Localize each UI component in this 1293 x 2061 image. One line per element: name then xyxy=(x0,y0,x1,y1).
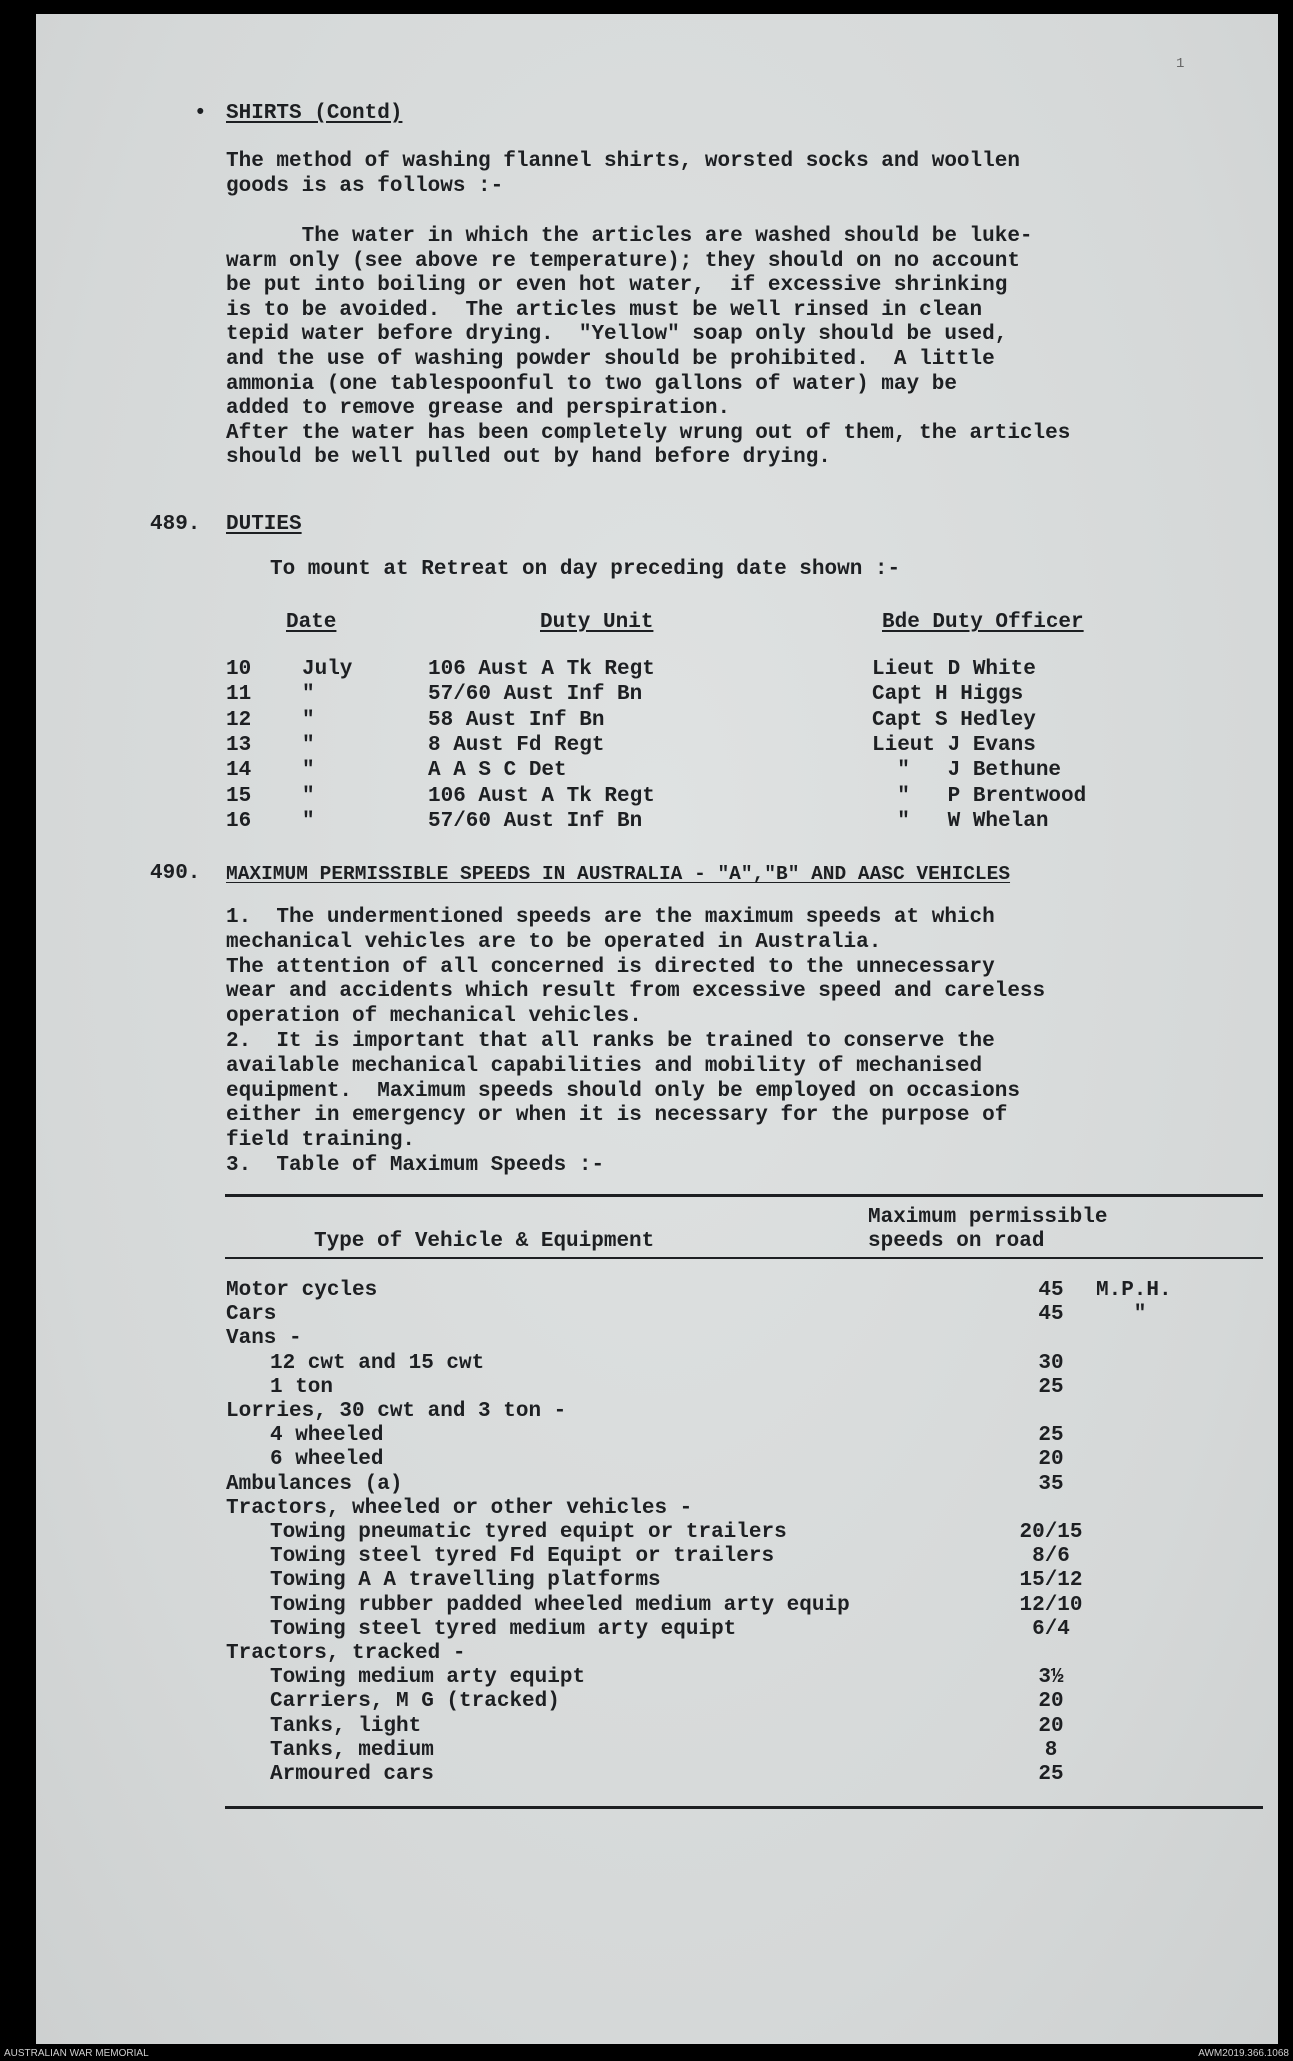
duties-intro: To mount at Retreat on day preceding date shown :- xyxy=(270,558,901,581)
duty-unit: 57/60 Aust Inf Bn xyxy=(428,809,643,833)
speed-row-value: 20 xyxy=(1038,1690,1064,1714)
speed-row-label: Tractors, tracked - xyxy=(226,1642,466,1665)
shirts-body-line: be put into boiling or even hot water, if excessive shrinking xyxy=(226,274,1008,298)
shirts-body-line: tepid water before drying. "Yellow" soap only should be used, xyxy=(226,323,1008,347)
speeds-para-line: 1. The undermentioned speeds are the maximum speeds at which xyxy=(226,906,995,929)
duty-unit: 106 Aust A Tk Regt xyxy=(428,784,655,808)
speeds-para-line: The attention of all concerned is directed to the unnecessary xyxy=(226,955,995,979)
footer-reference: AWM2019.366.1068 xyxy=(1198,2048,1289,2059)
shirts-body-line: ammonia (one tablespoonful to two gallons of water) may be xyxy=(226,372,957,396)
document-page xyxy=(36,14,1278,2044)
duty-unit: 8 Aust Fd Regt xyxy=(428,733,605,757)
speed-row-label: 6 wheeled xyxy=(270,1448,384,1472)
speed-row-value: 30 xyxy=(1038,1351,1064,1375)
speed-row-label: Armoured cars xyxy=(270,1763,434,1786)
speed-row-value: 35 xyxy=(1038,1472,1064,1496)
duty-month: " xyxy=(302,809,315,833)
speeds-para-line: available mechanical capabilities and mobility of mechanised xyxy=(226,1054,983,1078)
speeds-col-speed-1: Maximum permissible xyxy=(868,1206,1108,1229)
duty-day: 13 xyxy=(226,733,252,757)
speed-row-value: 20 xyxy=(1038,1714,1064,1738)
duty-month: " xyxy=(302,733,315,757)
duty-day: 12 xyxy=(226,708,252,732)
speed-row-label: Towing steel tyred medium arty equipt xyxy=(270,1617,737,1641)
table-header-rule xyxy=(225,1257,1263,1259)
shirts-body-line: added to remove grease and perspiration. xyxy=(226,397,731,421)
speeds-para-line: wear and accidents which result from excessive speed and careless xyxy=(226,980,1046,1004)
duty-day: 11 xyxy=(226,683,252,707)
shirts-body-line: warm only (see above re temperature); they should on no account xyxy=(226,249,1020,273)
speeds-number: 490. xyxy=(150,862,201,885)
duty-month: " xyxy=(302,784,315,808)
speeds-para-line: either in emergency or when it is necessary for the purpose of xyxy=(226,1104,1008,1128)
duty-officer: Lieut J Evans xyxy=(872,733,1036,757)
speeds-col-type: Type of Vehicle & Equipment xyxy=(314,1230,655,1253)
duty-unit: A A S C Det xyxy=(428,759,567,783)
duty-unit: 58 Aust Inf Bn xyxy=(428,708,605,732)
shirts-heading: SHIRTS (Contd) xyxy=(226,102,403,125)
footer-institution: AUSTRALIAN WAR MEMORIAL xyxy=(4,2048,149,2059)
speed-row-value: 6/4 xyxy=(1032,1617,1070,1641)
speed-row-value: 20 xyxy=(1038,1448,1064,1472)
speed-row-value: 8 xyxy=(1044,1738,1058,1762)
shirts-body-line: is to be avoided. The articles must be well rinsed in clean xyxy=(226,298,983,322)
table-top-rule xyxy=(225,1194,1263,1197)
shirts-body-line: The water in which the articles are washed should be luke- xyxy=(226,225,1033,248)
duty-month: " xyxy=(302,683,315,707)
speed-row-label: Tractors, wheeled or other vehicles - xyxy=(226,1496,693,1520)
speeds-para-line: mechanical vehicles are to be operated in Australia. xyxy=(226,930,882,954)
speed-row-label: Cars xyxy=(226,1303,277,1327)
duty-officer: " P Brentwood xyxy=(872,784,1087,808)
duty-officer: Capt S Hedley xyxy=(872,708,1036,732)
section-bullet: • xyxy=(194,102,207,125)
speed-row-label: Vans - xyxy=(226,1327,302,1351)
speed-row-unit: M.P.H. xyxy=(1096,1279,1172,1302)
speed-row-value: 45 xyxy=(1038,1279,1064,1302)
speed-row-unit: " xyxy=(1096,1303,1147,1327)
duty-unit: 106 Aust A Tk Regt xyxy=(428,658,655,681)
duty-day: 10 xyxy=(226,658,252,681)
speed-row-label: Towing steel tyred Fd Equipt or trailers xyxy=(270,1545,775,1569)
speed-row-label: 1 ton xyxy=(270,1375,334,1399)
speed-row-value: 45 xyxy=(1038,1303,1064,1327)
speed-row-value: 15/12 xyxy=(1019,1569,1083,1593)
speed-row-label: 12 cwt and 15 cwt xyxy=(270,1351,485,1375)
speed-row-label: Towing medium arty equipt xyxy=(270,1666,586,1690)
page-corner-mark: 1 xyxy=(1176,56,1185,72)
duties-heading: DUTIES xyxy=(226,513,302,536)
duties-number: 489. xyxy=(150,513,201,536)
speeds-para-line: 2. It is important that all ranks be trained to conserve the xyxy=(226,1030,995,1053)
speed-row-label: Towing A A travelling platforms xyxy=(270,1569,661,1593)
duty-day: 16 xyxy=(226,809,252,833)
speed-row-label: Towing rubber padded wheeled medium arty equip xyxy=(270,1593,850,1617)
table-bottom-rule xyxy=(225,1806,1263,1809)
speeds-para-line: equipment. Maximum speeds should only be employed on occasions xyxy=(226,1079,1020,1103)
duty-officer: Capt H Higgs xyxy=(872,683,1024,707)
speed-row-value: 20/15 xyxy=(1019,1521,1083,1544)
speed-row-value: 25 xyxy=(1038,1375,1064,1399)
shirts-body-line: and the use of washing powder should be prohibited. A little xyxy=(226,348,995,371)
speed-row-value: 12/10 xyxy=(1019,1593,1083,1617)
speed-row-label: 4 wheeled xyxy=(270,1424,384,1448)
duty-day: 14 xyxy=(226,759,252,783)
shirts-body-line: should be well pulled out by hand before drying. xyxy=(226,446,831,470)
shirts-body-line: After the water has been completely wrung out of them, the articles xyxy=(226,421,1071,445)
duty-month: July xyxy=(302,658,353,681)
speed-row-value: 8/6 xyxy=(1032,1545,1070,1569)
duties-col-officer: Bde Duty Officer xyxy=(882,611,1084,634)
speed-row-label: Carriers, M G (tracked) xyxy=(270,1690,560,1714)
duty-officer: " J Bethune xyxy=(872,759,1062,783)
speeds-heading: MAXIMUM PERMISSIBLE SPEEDS IN AUSTRALIA - "A","B" AND AASC VEHICLES xyxy=(226,863,1011,885)
speed-row-label: Ambulances (a) xyxy=(226,1472,403,1496)
duty-month: " xyxy=(302,759,315,783)
speed-row-label: Tanks, medium xyxy=(270,1738,434,1762)
speed-row-label: Tanks, light xyxy=(270,1714,422,1738)
speed-row-value: 25 xyxy=(1038,1424,1064,1448)
speed-row-value: 3½ xyxy=(1038,1666,1064,1690)
speeds-para-line: operation of mechanical vehicles. xyxy=(226,1005,642,1029)
archive-footer xyxy=(0,2047,1293,2061)
duties-col-date: Date xyxy=(286,611,337,634)
speeds-para-line: field training. xyxy=(226,1129,416,1153)
duties-col-unit: Duty Unit xyxy=(540,611,654,634)
duty-day: 15 xyxy=(226,784,252,808)
shirts-intro-line: goods is as follows :- xyxy=(226,175,504,198)
duty-officer: " W Whelan xyxy=(872,809,1049,833)
speed-row-label: Motor cycles xyxy=(226,1279,378,1302)
duty-unit: 57/60 Aust Inf Bn xyxy=(428,683,643,707)
shirts-intro-line: The method of washing flannel shirts, worsted socks and woollen xyxy=(226,150,1020,173)
speed-row-value: 25 xyxy=(1038,1763,1064,1786)
speeds-col-speed-2: speeds on road xyxy=(868,1230,1045,1253)
duty-officer: Lieut D White xyxy=(872,658,1036,681)
speeds-para-line: 3. Table of Maximum Speeds :- xyxy=(226,1154,605,1177)
duty-month: " xyxy=(302,708,315,732)
speed-row-label: Towing pneumatic tyred equipt or trailers xyxy=(270,1521,787,1544)
speed-row-label: Lorries, 30 cwt and 3 ton - xyxy=(226,1400,567,1423)
